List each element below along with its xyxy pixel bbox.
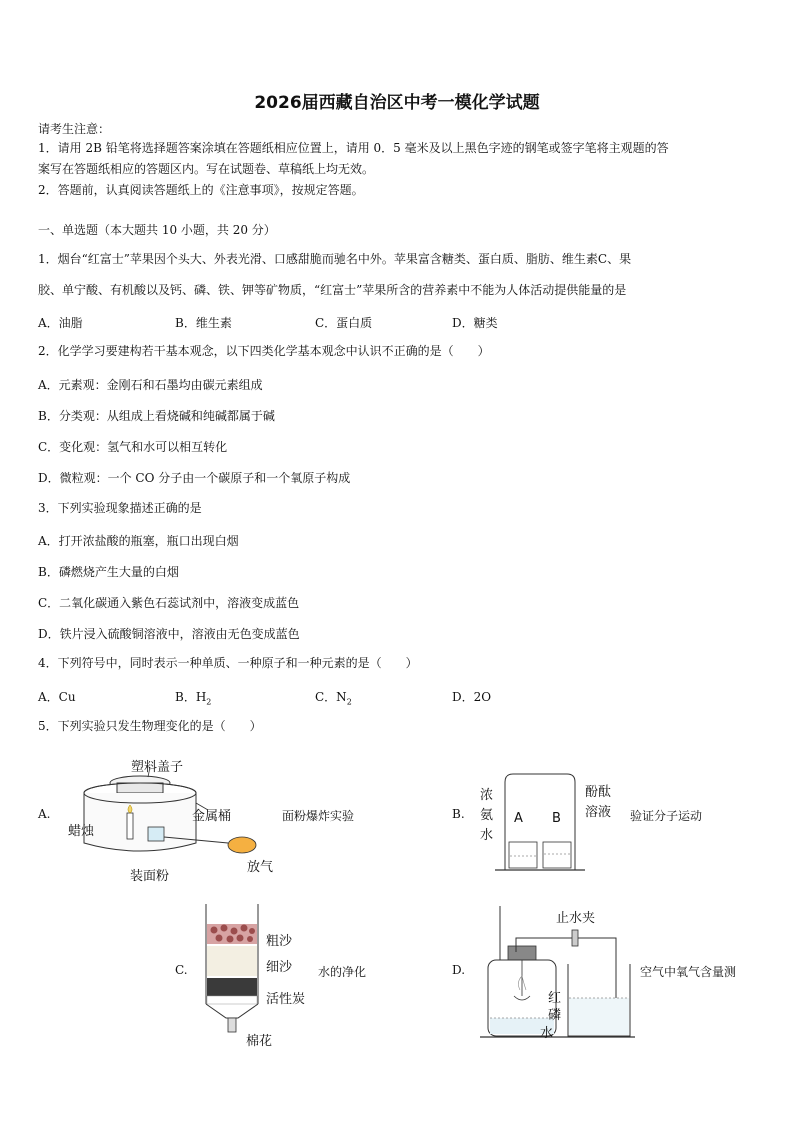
fig-c-caption: 水的净化 bbox=[318, 965, 367, 979]
fig-b-label-water: 水 bbox=[480, 828, 494, 843]
q4-option-b: B．$H_2$ bbox=[175, 690, 212, 707]
q3-option-d: D．铁片浸入硫酸铜溶液中，溶液由无色变成蓝色 bbox=[38, 627, 300, 641]
fig-b-label-beaker-b: B bbox=[552, 811, 561, 826]
fig-d-letter: D. bbox=[452, 963, 466, 977]
notice-line-1a: 1．请用 2B 铅笔将选择题答案涂填在答题纸相应位置上，请用 0．5 毫米及以上黑色字迹的钢笔或签字笔将主观题的答 bbox=[38, 141, 669, 155]
page-title: 2026届西藏自治区中考一模化学试题 bbox=[254, 93, 540, 113]
q1-stem-a: 1．烟台“红富士”苹果因个头大、外表光滑、口感甜脆而驰名中外。苹果富含糖类、蛋白质、脂肪、维生素C、果 bbox=[38, 252, 632, 266]
fig-b-drawing bbox=[495, 770, 585, 875]
fig-c-letter: C. bbox=[175, 963, 188, 977]
q4-option-a: A．Cu bbox=[38, 690, 76, 704]
notice-line-2: 2．答题前，认真阅读答题纸上的《注意事项》，按规定答题。 bbox=[38, 183, 364, 197]
q4-option-d: D．2O bbox=[452, 690, 492, 704]
fig-a-label-lid: 塑料盖子 bbox=[131, 760, 184, 775]
fig-c-label-cotton: 棉花 bbox=[246, 1034, 273, 1049]
fig-a-label-bucket: 金属桶 bbox=[192, 809, 232, 824]
q3-option-b: B．磷燃烧产生大量的白烟 bbox=[38, 565, 179, 579]
fig-d-label-clamp: 止水夹 bbox=[556, 911, 596, 926]
notice-line-1b: 案写在答题纸相应的答题区内。写在试题卷、草稿纸上均无效。 bbox=[38, 162, 375, 176]
fig-d-label-red: 红 bbox=[548, 991, 562, 1006]
fig-c-label-coarse: 粗沙 bbox=[266, 934, 293, 949]
q2-option-b: B．分类观：从组成上看烧碱和纯碱都属于碱 bbox=[38, 409, 275, 423]
fig-a-letter: A. bbox=[38, 807, 51, 821]
q2-option-c: C．变化观：氢气和水可以相互转化 bbox=[38, 440, 228, 454]
fig-a-label-candle: 蜡烛 bbox=[68, 824, 95, 839]
q3-stem: 3．下列实验现象描述正确的是 bbox=[38, 501, 202, 515]
fig-d-label-phos: 磷 bbox=[548, 1008, 562, 1023]
q1-option-b: B．维生素 bbox=[175, 316, 232, 330]
q2-option-d: D．微粒观：一个 CO 分子由一个碳原子和一个氧原子构成 bbox=[38, 471, 351, 485]
notice-heading: 请考生注意： bbox=[38, 122, 111, 136]
q4-option-c: C．$N_2$ bbox=[315, 690, 352, 707]
q4-stem: 4．下列符号中，同时表示一种单质、一种原子和一种元素的是（ ） bbox=[38, 656, 418, 670]
fig-a-label-flour: 装面粉 bbox=[130, 869, 170, 884]
q1-option-a: A．油脂 bbox=[38, 316, 83, 330]
fig-b-letter: B. bbox=[452, 807, 465, 821]
section-heading: 一、单选题（本大题共 10 小题，共 20 分） bbox=[38, 223, 276, 237]
fig-b-label-conc: 浓 bbox=[480, 788, 494, 803]
fig-a-caption: 面粉爆炸实验 bbox=[282, 809, 355, 823]
fig-a-label-vent: 放气 bbox=[247, 860, 274, 875]
q2-stem: 2．化学学习要建构若干基本观念，以下四类化学基本观念中认识不正确的是（ ） bbox=[38, 344, 490, 358]
fig-b-label-solution: 溶液 bbox=[585, 805, 612, 820]
fig-b-label-beaker-a: A bbox=[514, 811, 523, 826]
fig-c-drawing bbox=[200, 900, 270, 1040]
q1-option-c: C．蛋白质 bbox=[315, 316, 373, 330]
fig-b-label-ammonia: 氨 bbox=[480, 808, 494, 823]
q5-stem: 5．下列实验只发生物理变化的是（ ） bbox=[38, 719, 262, 733]
q2-option-a: A．元素观：金刚石和石墨均由碳元素组成 bbox=[38, 378, 263, 392]
q1-option-d: D．糖类 bbox=[452, 316, 498, 330]
q1-stem-b: 胶、单宁酸、有机酸以及钙、磷、铁、钾等矿物质，“红富士”苹果所含的营养素中不能为人体活动提供能量的是 bbox=[38, 283, 627, 297]
fig-b-caption: 验证分子运动 bbox=[630, 809, 703, 823]
fig-c-label-fine: 细沙 bbox=[266, 960, 293, 975]
fig-d-label-water: 水 bbox=[540, 1026, 554, 1041]
fig-c-label-carbon: 活性炭 bbox=[266, 992, 306, 1007]
fig-b-label-phenol: 酚酞 bbox=[585, 785, 612, 800]
q3-option-a: A．打开浓盐酸的瓶塞，瓶口出现白烟 bbox=[38, 534, 239, 548]
fig-d-caption: 空气中氧气含量测 bbox=[640, 965, 737, 979]
q3-option-c: C．二氧化碳通入紫色石蕊试剂中，溶液变成蓝色 bbox=[38, 596, 300, 610]
